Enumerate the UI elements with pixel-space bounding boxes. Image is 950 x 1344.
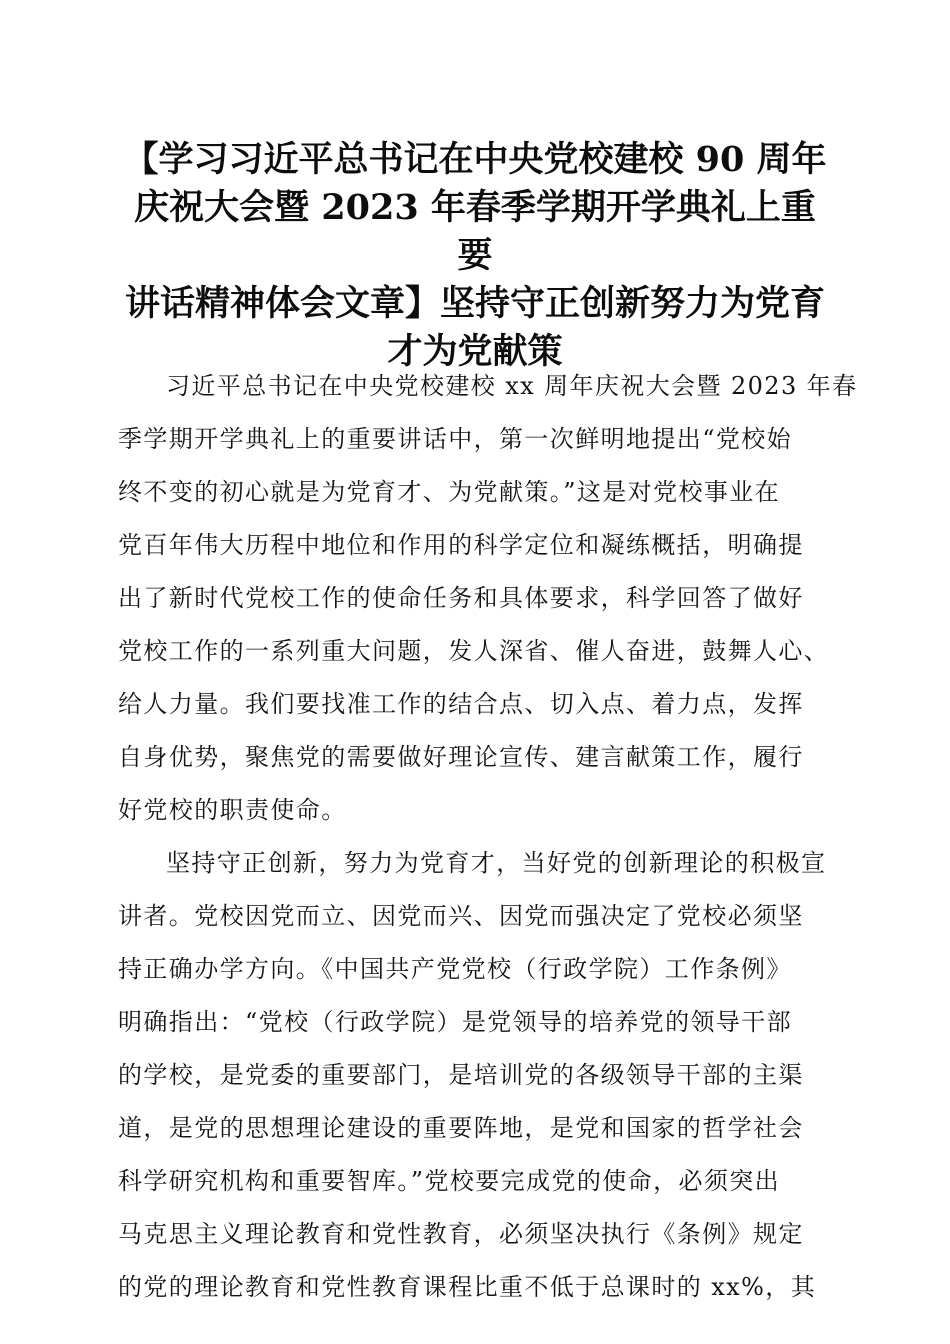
paragraph-line: 科学研究机构和重要智库。”党校要完成党的使命，必须突出 bbox=[118, 1167, 781, 1195]
paragraph-line: 党百年伟大历程中地位和作用的科学定位和凝练概括，明确提 bbox=[118, 531, 804, 559]
paragraph-line: 持正确办学方向。《中国共产党党校（行政学院）工作条例》 bbox=[118, 955, 792, 983]
paragraph-line: 党校工作的一系列重大问题，发人深省、催人奋进，鼓舞人心、 bbox=[118, 637, 830, 665]
paragraph-line: 明确指出：“党校（行政学院）是党领导的培养党的领导干部 bbox=[118, 1008, 793, 1036]
paragraph-line: 习近平总书记在中央党校建校 xx 周年庆祝大会暨 2023 年春 bbox=[166, 372, 858, 400]
paragraph-line: 自身优势，聚焦党的需要做好理论宣传、建言献策工作，履行 bbox=[118, 743, 804, 771]
document-title bbox=[118, 136, 832, 376]
document-body bbox=[118, 360, 858, 1314]
paragraph-line: 季学期开学典礼上的重要讲话中，第一次鲜明地提出“党校始 bbox=[118, 425, 793, 453]
title-line: 庆祝大会暨 2023 年春季学期开学典礼上重要 bbox=[134, 187, 816, 276]
paragraph-line: 的学校，是党委的重要部门，是培训党的各级领导干部的主渠 bbox=[118, 1061, 804, 1089]
title-line: 【学习习近平总书记在中央党校建校 90 周年 bbox=[123, 139, 827, 180]
paragraph-line: 马克思主义理论教育和党性教育，必须坚决执行《条例》规定 bbox=[118, 1220, 804, 1248]
paragraph-line: 讲者。党校因党而立、因党而兴、因党而强决定了党校必须坚 bbox=[118, 902, 804, 930]
paragraph-line: 好党校的职责使命。 bbox=[118, 796, 347, 824]
title-line: 才为党献策 bbox=[387, 331, 563, 372]
title-line: 讲话精神体会文章】坚持守正创新努力为党育 bbox=[124, 283, 825, 324]
paragraph-line: 道，是党的思想理论建设的重要阵地，是党和国家的哲学社会 bbox=[118, 1114, 804, 1142]
paragraph-line: 出了新时代党校工作的使命任务和具体要求，科学回答了做好 bbox=[118, 584, 804, 612]
paragraph-line: 坚持守正创新，努力为党育才，当好党的创新理论的积极宣 bbox=[166, 849, 827, 877]
paragraph-line: 的党的理论教育和党性教育课程比重不低于总课时的 xx%，其 bbox=[118, 1273, 817, 1301]
paragraph-line: 给人力量。我们要找准工作的结合点、切入点、着力点，发挥 bbox=[118, 690, 804, 718]
body-paragraph bbox=[118, 360, 858, 837]
body-paragraph bbox=[118, 837, 832, 1314]
paragraph-line: 终不变的初心就是为党育才、为党献策。”这是对党校事业在 bbox=[118, 478, 781, 506]
